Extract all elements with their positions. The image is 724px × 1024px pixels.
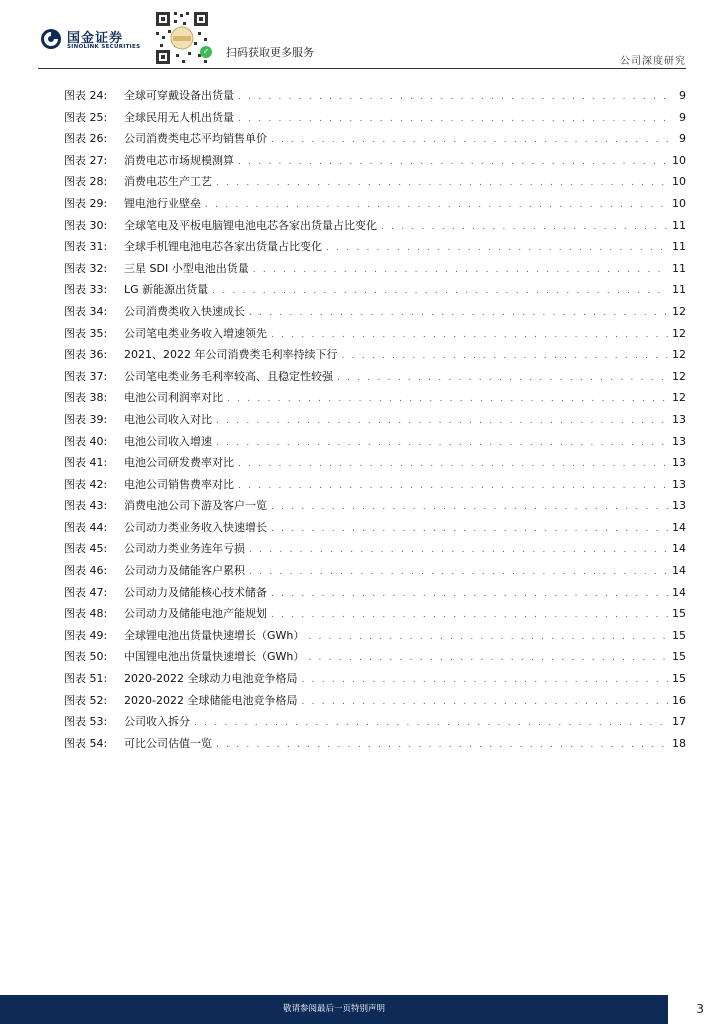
toc-figure-label: 图表 42: [64, 477, 108, 491]
toc-page-number: 11 [672, 240, 686, 254]
toc-figure-label: 图表 25: [64, 110, 108, 124]
toc-row[interactable] [64, 217, 686, 239]
report-type: 公司深度研究 [620, 56, 686, 67]
toc-page-number: 9 [679, 110, 686, 124]
toc-row[interactable] [64, 368, 686, 390]
toc-row[interactable] [64, 173, 686, 195]
toc-figure-title: 2021、2022 年公司消费类毛利率持续下行 [124, 348, 338, 362]
toc-page-number: 13 [672, 499, 686, 513]
toc-figure-title: 三星 SDI 小型电池出货量 [124, 261, 249, 275]
toc-figure-title: 电池公司收入增速 [124, 434, 212, 448]
toc-row[interactable] [64, 389, 686, 411]
toc-page-number: 15 [672, 607, 686, 621]
toc-page-number: 13 [672, 434, 686, 448]
toc-figure-title: 中国锂电池出货量快速增长（GWh） [124, 650, 305, 664]
toc-page-number: 11 [672, 261, 686, 275]
toc-leader-dots [271, 524, 668, 534]
qr-code-icon[interactable] [152, 8, 212, 68]
toc-figure-title: 公司消费类收入快速成长 [124, 304, 245, 318]
toc-page-number: 16 [672, 693, 686, 707]
toc-leader-dots [301, 697, 668, 707]
toc-leader-dots [381, 222, 668, 232]
toc-leader-dots [271, 610, 668, 620]
toc-figure-title: 电池公司销售费率对比 [124, 477, 234, 491]
toc-row[interactable] [64, 260, 686, 282]
toc-page-number: 13 [672, 456, 686, 470]
toc-figure-title: 全球可穿戴设备出货量 [124, 89, 234, 102]
toc-figure-title: 公司动力类业务连年亏损 [124, 542, 245, 556]
toc-figure-label: 图表 35: [64, 326, 108, 340]
toc-row[interactable] [64, 238, 686, 260]
toc-page-number: 10 [672, 196, 686, 210]
toc-row[interactable] [64, 648, 686, 670]
toc-leader-dots [205, 200, 668, 210]
toc-row[interactable] [64, 540, 686, 562]
toc-figure-title: 电池公司研发费率对比 [124, 456, 234, 470]
page-number: 3 [696, 1002, 704, 1016]
toc-row[interactable] [64, 627, 686, 649]
toc-figure-label: 图表 48: [64, 607, 108, 621]
toc-leader-dots [308, 632, 668, 642]
toc-page-number: 10 [672, 153, 686, 167]
toc-row[interactable] [64, 109, 686, 131]
toc-leader-dots [249, 308, 668, 318]
toc-figure-label: 图表 26: [64, 132, 108, 146]
logo-chinese-name: 国金证券 [67, 31, 124, 46]
toc-page-number: 14 [672, 564, 686, 578]
toc-page-number: 18 [672, 736, 686, 750]
toc-figure-title: 公司收入拆分 [124, 715, 190, 729]
toc-page-number: 12 [672, 326, 686, 340]
toc-row[interactable] [64, 152, 686, 174]
toc-page-number: 14 [672, 585, 686, 599]
figure-index-list [64, 87, 686, 756]
toc-row[interactable] [64, 584, 686, 606]
header-divider [38, 68, 686, 69]
toc-figure-title: 2020-2022 全球动力电池竞争格局 [124, 672, 298, 686]
toc-row[interactable] [64, 433, 686, 455]
toc-leader-dots [216, 438, 668, 448]
toc-page-number: 12 [672, 369, 686, 383]
toc-page-number: 12 [672, 348, 686, 362]
toc-leader-dots [308, 653, 668, 663]
toc-figure-label: 图表 29: [64, 196, 108, 210]
toc-figure-title: 锂电池行业壁垒 [124, 196, 201, 210]
toc-leader-dots [238, 92, 672, 102]
sinolink-logo-icon [40, 28, 62, 50]
toc-leader-dots [194, 718, 668, 728]
toc-figure-label: 图表 27: [64, 153, 108, 167]
toc-leader-dots [341, 351, 668, 361]
toc-leader-dots [326, 243, 668, 253]
toc-row[interactable] [64, 130, 686, 152]
toc-figure-label: 图表 49: [64, 628, 108, 642]
toc-row[interactable] [64, 692, 686, 714]
toc-figure-label: 图表 31: [64, 240, 108, 254]
toc-figure-title: 公司笔电类业务毛利率较高、且稳定性较强 [124, 369, 333, 383]
toc-leader-dots [271, 589, 668, 599]
toc-leader-dots [238, 114, 672, 124]
toc-page-number: 17 [672, 715, 686, 729]
toc-figure-title: 全球民用无人机出货量 [124, 110, 234, 124]
toc-figure-title: 电池公司收入对比 [124, 412, 212, 426]
page-header [0, 0, 724, 70]
toc-row[interactable] [64, 454, 686, 476]
toc-figure-label: 图表 41: [64, 456, 108, 470]
toc-figure-title: 公司笔电类业务收入增速领先 [124, 326, 267, 340]
toc-row[interactable] [64, 562, 686, 584]
toc-row[interactable] [64, 87, 686, 109]
toc-figure-title: 公司动力类业务收入快速增长 [124, 520, 267, 534]
wechat-icon: ✓ [200, 46, 212, 58]
toc-figure-label: 图表 53: [64, 715, 108, 729]
toc-figure-label: 图表 38: [64, 391, 108, 405]
toc-figure-title: 公司动力及储能客户累积 [124, 564, 245, 578]
toc-page-number: 14 [672, 520, 686, 534]
toc-page-number: 9 [679, 89, 686, 102]
toc-leader-dots [216, 740, 668, 750]
toc-figure-label: 图表 44: [64, 520, 108, 534]
toc-row[interactable] [64, 303, 686, 325]
toc-figure-label: 图表 33: [64, 283, 108, 297]
toc-row[interactable] [64, 476, 686, 498]
toc-figure-label: 图表 24: [64, 89, 108, 102]
toc-leader-dots [216, 416, 668, 426]
toc-page-number: 14 [672, 542, 686, 556]
toc-page-number: 13 [672, 412, 686, 426]
toc-figure-label: 图表 46: [64, 564, 108, 578]
toc-page-number: 13 [672, 477, 686, 491]
qr-caption: 扫码获取更多服务 [226, 46, 314, 59]
toc-figure-label: 图表 32: [64, 261, 108, 275]
toc-leader-dots [337, 373, 668, 383]
toc-row[interactable] [64, 713, 686, 735]
toc-leader-dots [216, 178, 668, 188]
toc-leader-dots [227, 394, 668, 404]
toc-figure-label: 图表 40: [64, 434, 108, 448]
toc-row[interactable] [64, 346, 686, 368]
toc-row[interactable] [64, 195, 686, 217]
toc-figure-title: 全球手机锂电池电芯各家出货量占比变化 [124, 240, 322, 254]
toc-figure-label: 图表 51: [64, 672, 108, 686]
toc-figure-label: 图表 39: [64, 412, 108, 426]
toc-figure-label: 图表 37: [64, 369, 108, 383]
toc-figure-label: 图表 52: [64, 693, 108, 707]
toc-row[interactable] [64, 735, 686, 757]
toc-page-number: 15 [672, 672, 686, 686]
toc-leader-dots [238, 459, 668, 469]
toc-leader-dots [271, 502, 668, 512]
toc-figure-title: 全球锂电池出货量快速增长（GWh） [124, 628, 305, 642]
toc-leader-dots [238, 481, 668, 491]
toc-figure-label: 图表 36: [64, 348, 108, 362]
toc-page-number: 10 [672, 175, 686, 189]
toc-row[interactable] [64, 281, 686, 303]
toc-figure-title: LG 新能源出货量 [124, 283, 209, 297]
toc-page-number: 11 [672, 283, 686, 297]
toc-row[interactable] [64, 605, 686, 627]
toc-figure-title: 2020-2022 全球储能电池竞争格局 [124, 693, 298, 707]
toc-leader-dots [271, 135, 672, 145]
toc-row[interactable] [64, 325, 686, 347]
toc-page-number: 12 [672, 391, 686, 405]
logo-english-name: SINOLINK SECURITIES [67, 44, 141, 50]
toc-figure-label: 图表 34: [64, 304, 108, 318]
toc-leader-dots [249, 545, 668, 555]
toc-figure-title: 消费电芯生产工艺 [124, 175, 212, 189]
toc-figure-title: 公司动力及储能核心技术储备 [124, 585, 267, 599]
toc-row[interactable] [64, 411, 686, 433]
toc-leader-dots [249, 567, 668, 577]
toc-figure-title: 公司消费类电芯平均销售单价 [124, 132, 267, 146]
toc-figure-title: 公司动力及储能电池产能规划 [124, 607, 267, 621]
toc-row[interactable] [64, 519, 686, 541]
toc-figure-title: 电池公司利润率对比 [124, 391, 223, 405]
toc-leader-dots [271, 330, 668, 340]
toc-page-number: 11 [672, 218, 686, 232]
toc-figure-label: 图表 28: [64, 175, 108, 189]
toc-figure-title: 全球笔电及平板电脑锂电池电芯各家出货量占比变化 [124, 218, 377, 232]
toc-figure-label: 图表 50: [64, 650, 108, 664]
toc-figure-label: 图表 30: [64, 218, 108, 232]
toc-figure-label: 图表 43: [64, 499, 108, 513]
toc-row[interactable] [64, 497, 686, 519]
toc-leader-dots [212, 286, 668, 296]
toc-figure-title: 可比公司估值一览 [124, 736, 212, 750]
toc-page-number: 15 [672, 650, 686, 664]
toc-figure-label: 图表 47: [64, 585, 108, 599]
toc-figure-title: 消费电芯市场规模测算 [124, 153, 234, 167]
footer-disclaimer: 敬请参阅最后一页特别声明 [282, 1004, 385, 1014]
toc-figure-label: 图表 45: [64, 542, 108, 556]
toc-figure-label: 图表 54: [64, 736, 108, 750]
toc-page-number: 15 [672, 628, 686, 642]
toc-row[interactable] [64, 670, 686, 692]
toc-page-number: 12 [672, 304, 686, 318]
toc-figure-title: 消费电池公司下游及客户一览 [124, 499, 267, 513]
toc-leader-dots [253, 265, 668, 275]
toc-leader-dots [301, 675, 668, 685]
toc-leader-dots [238, 157, 668, 167]
toc-page-number: 9 [679, 132, 686, 146]
